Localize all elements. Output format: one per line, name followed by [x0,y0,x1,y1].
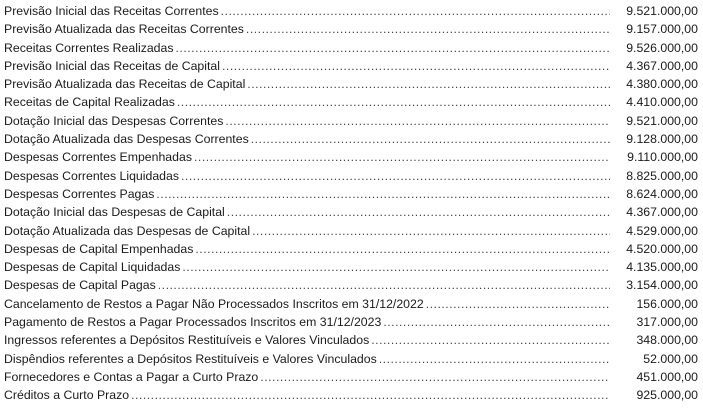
item-value: 3.154.000,00 [626,278,698,293]
item-value: 4.367.000,00 [626,58,698,73]
item-value: 9.521.000,00 [626,4,698,18]
item-value: 8.825.000,00 [626,168,698,183]
item-value: 4.380.000,00 [626,77,698,92]
item-value: 4.135.000,00 [626,260,698,275]
item-value: 52.000,00 [643,351,698,366]
item-value: 4.367.000,00 [626,205,698,220]
item-value: 9.110.000,00 [627,150,698,165]
item-value: 9.521.000,00 [626,113,698,128]
list-item [4,2,698,20]
dot-leader [158,276,610,294]
item-value: 9.128.000,00 [626,132,698,147]
dot-leader [426,295,610,313]
item-value: 317.000,00 [636,315,698,330]
list-item [4,368,698,386]
list-item [4,386,698,404]
dot-leader [383,313,610,331]
item-value: 451.000,00 [636,369,698,384]
dot-leader [222,57,610,75]
item-value: 156.000,00 [636,296,698,311]
item-value: 9.526.000,00 [626,40,698,55]
list-item [4,350,698,368]
dot-leader [247,75,610,93]
dot-leader [131,386,610,404]
dot-leader [379,350,610,368]
list-item [4,75,698,93]
list-item [4,331,698,349]
dot-leader [194,148,610,166]
dot-leader [246,20,610,38]
list-item [4,20,698,38]
item-label: Despesas Correntes Liquidadas [4,168,179,183]
dot-leader [181,167,610,185]
list-item [4,112,698,130]
item-label: Dotação Atualizada das Despesas de Capital [4,223,251,238]
list-item [4,295,698,313]
item-label: Despesas Correntes Empenhadas [4,150,192,165]
dot-leader [195,240,610,258]
dot-leader [156,185,610,203]
dot-leader [225,112,610,130]
item-label: Dispêndios referentes a Depósitos Restituíveis e Valores Vinculados [4,351,377,366]
list-item [4,167,698,185]
list-item [4,185,698,203]
list-item [4,276,698,294]
list-item [4,222,698,240]
item-label: Despesas de Capital Liquidadas [4,260,181,275]
item-label: Dotação Inicial das Despesas Correntes [4,113,224,128]
item-value: 4.410.000,00 [626,95,698,110]
item-label: Previsão Atualizada das Receitas de Capital [4,77,246,92]
list-item [4,148,698,166]
item-label: Ingressos referentes a Depósitos Restituíveis e Valores Vinculados [4,333,370,348]
item-label: Despesas de Capital Pagas [4,278,156,293]
list-item [4,258,698,276]
item-label: Despesas Correntes Pagas [4,186,155,201]
item-value: 9.157.000,00 [626,22,698,37]
dot-leader [251,130,610,148]
item-label: Despesas de Capital Empenhadas [4,241,194,256]
item-label: Dotação Inicial das Despesas de Capital [4,205,225,220]
list-item [4,240,698,258]
dot-leader [221,2,610,20]
data-list [4,2,698,405]
dot-leader [227,203,610,221]
item-value: 4.529.000,00 [626,223,698,238]
dot-leader [182,258,610,276]
item-label: Previsão Atualizada das Receitas Correntes [4,22,244,37]
list-item [4,57,698,75]
list-item [4,203,698,221]
dot-leader [177,93,610,111]
item-label: Cancelamento de Restos a Pagar Não Processados Inscritos em 31/12/2022 [4,296,424,311]
item-label: Pagamento de Restos a Pagar Processados Inscritos em 31/12/2023 [4,315,382,330]
item-value: 4.520.000,00 [626,241,698,256]
list-item [4,313,698,331]
dot-leader [252,222,610,240]
item-label: Receitas Correntes Realizadas [4,40,174,55]
item-label: Previsão Inicial das Receitas de Capital [4,58,220,73]
list-item [4,130,698,148]
item-label: Previsão Inicial das Receitas Correntes [4,4,219,18]
dot-leader [260,368,610,386]
dot-leader [176,39,610,57]
item-value: 348.000,00 [636,333,698,348]
dot-leader [371,331,610,349]
item-label: Dotação Atualizada das Despesas Correntes [4,132,249,147]
item-label: Fornecedores e Contas a Pagar a Curto Prazo [4,369,259,384]
item-value: 8.624.000,00 [626,186,698,201]
item-label: Receitas de Capital Realizadas [4,95,175,110]
item-label: Créditos a Curto Prazo [4,388,130,403]
list-item [4,39,698,57]
list-item [4,93,698,111]
item-value: 925.000,00 [636,388,698,403]
